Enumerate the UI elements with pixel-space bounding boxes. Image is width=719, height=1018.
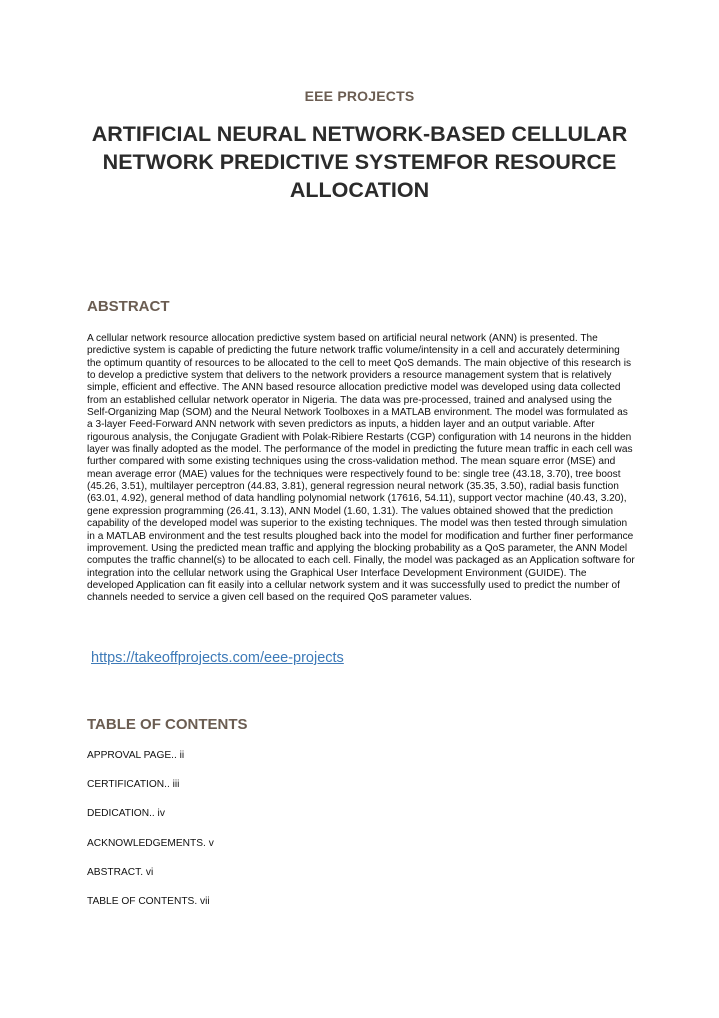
toc-item-acknowledgements: ACKNOWLEDGEMENTS. v — [87, 837, 214, 849]
projects-link[interactable]: https://takeoffprojects.com/eee-projects — [91, 650, 344, 666]
toc-item-table-of-contents: TABLE OF CONTENTS. vii — [87, 895, 210, 907]
toc-item-approval-page: APPROVAL PAGE.. ii — [87, 750, 185, 761]
toc-list — [87, 750, 214, 925]
toc-item-certification: CERTIFICATION.. iii — [87, 779, 180, 791]
document-title: ARTIFICIAL NEURAL NETWORK-BASED CELLULAR NETWORK PREDICTIVE SYSTEMFOR RESOURCE ALLOCATION — [91, 122, 628, 202]
toc-heading: TABLE OF CONTENTS — [87, 716, 248, 733]
category-label: EEE PROJECTS — [304, 88, 415, 104]
abstract-body: A cellular network resource allocation predictive system based on artificial neural network (ANN) is presented. The predictive system is capable of predicting the future network traffic volume/intensity in a cell and accurately determining the optimum quantity of resources to be allocated to the cell to meet QoS demands. The main objective of this research is to develop a predictive system that delivers to the network providers a resource management system that is relatively simple, efficient and effective. The ANN based resource allocation predictive model was developed using data collected from an established cellular network operator in Nigeria. The data was pre-processed, trained and analysed using the Self-Organizing Map (SOM) and the Neural Network Toolboxes in a MATLAB environment. The model was formulated as a 3-layer Feed-Forward ANN network with seven predictors as inputs, a hidden layer and an output variable. After rigourous analysis, the Conjugate Gradient with Polak-Ribiere Restarts (CGP) configuration with 14 neurons in the hidden layer was finally adopted as the model. The performance of the model in predicting the future mean traffic in each cell was further compared with some existing techniques using the cross-validation method. The mean square error (MSE) and mean average error (MAE) values for the techniques were respectively found to be: single tree (43.18, 3.70), tree boost (45.26, 3.51), multilayer perceptron (44.83, 3.81), general regression neural network (35.35, 3.50), radial basis function (63.01, 4.92), general method of data handling polynomial network (17616, 54.11), support vector machine (40.43, 3.20), gene expression programming (26.41, 3.13), ANN Model (1.60, 1.31). The values obtained showed that the prediction capability of the developed model was superior to the existing techniques. The model was then tested through simulation in a MATLAB environment and the test results ploughed back into the model for modification and further finer performance improvement. Using the predicted mean traffic and applying the blocking probability as a QoS parameter, the ANN Model computes the traffic channel(s) to be allocated to each cell. Finally, the model was packaged as an Application software for integration into the cellular network using the Graphical User Interface Development Environment (GUIDE). The developed Application can fit easily into a cellular network system and it was successfully used to predict the number of channels needed to service a given cell based on the required QoS parameter values. — [87, 333, 635, 604]
toc-item-dedication: DEDICATION.. iv — [87, 808, 165, 820]
toc-item-abstract: ABSTRACT. vi — [87, 866, 154, 878]
abstract-heading: ABSTRACT — [87, 298, 170, 315]
